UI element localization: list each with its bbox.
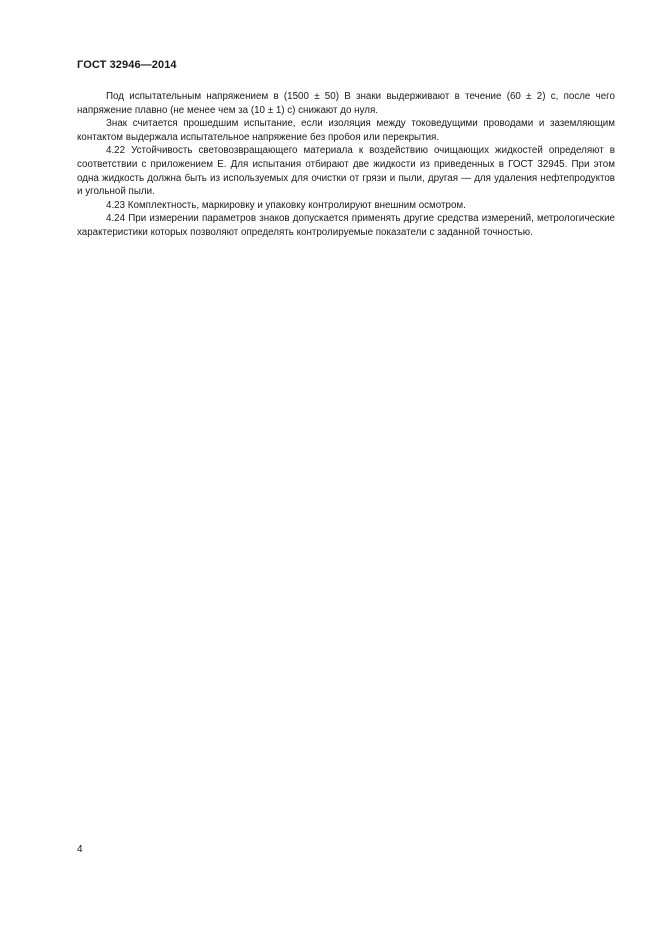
paragraph-test-passed: Знак считается прошедшим испытание, если изоляция между токоведущими проводами и заземляющим контактом выдержала испытательное напряжение без пробоя или перекрытия.	[77, 118, 615, 143]
document-header: ГОСТ 32946—2014	[77, 59, 177, 71]
paragraph-test-voltage: Под испытательным напряжением в (1500 ± 50) В знаки выдерживают в течение (60 ± 2) с, после чего напряжение плавно (не менее чем за (10 ± 1) с) снижают до нуля.	[77, 91, 615, 116]
paragraph-4-22: 4.22 Устойчивость световозвращающего материала к воздействию очищающих жидкостей определяют в соответствии с приложением Е. Для испытания отбирают две жидкости из приведенных в ГОСТ 32945. При этом одна жидкость должна быть из используемых для очистки от грязи и пыли, другая — для удаления нефтепродуктов и угольной пыли.	[77, 145, 615, 198]
document-body	[77, 90, 615, 240]
paragraph-4-23: 4.23 Комплектность, маркировку и упаковку контролируют внешним осмотром.	[106, 199, 466, 211]
page-number: 4	[77, 844, 83, 855]
paragraph-4-24: 4.24 При измерении параметров знаков допускается применять другие средства измерений, метрологические характеристики которых позволяют определять контролируемые показатели с заданной точностью.	[77, 213, 615, 238]
